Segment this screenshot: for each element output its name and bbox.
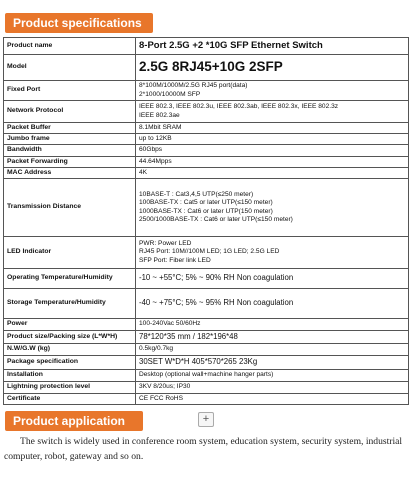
spec-value-line: 30SET W*D*H 405*570*265 23Kg [139, 357, 258, 367]
spec-value [136, 179, 409, 237]
spec-row [4, 370, 409, 382]
spec-key: Operating Temperature/Humidity [4, 269, 136, 289]
spec-row [4, 145, 409, 156]
spec-value-line: 100-240Vac 50/60Hz [139, 320, 201, 328]
spec-value [136, 55, 409, 81]
spec-value-line: 3KV 8/20us; IP30 [139, 383, 191, 391]
spec-key: Installation [4, 370, 136, 382]
spec-value [136, 289, 409, 319]
spec-row [4, 319, 409, 331]
spec-key: Product name [4, 38, 136, 55]
spec-key: Network Protocol [4, 101, 136, 123]
spec-key: Lightning protection level [4, 382, 136, 394]
spec-value [136, 269, 409, 289]
spec-value-line: 1000BASE-TX : Cat6 or later UTP(150 meter) [139, 207, 273, 215]
spec-table [3, 37, 409, 405]
spec-value [136, 38, 409, 55]
spec-key: MAC Address [4, 167, 136, 178]
spec-row [4, 289, 409, 319]
spec-value [136, 319, 409, 331]
spec-value-line: CE FCC RoHS [139, 395, 183, 403]
spec-value-line: 44.64Mpps [139, 157, 172, 165]
spec-key: Fixed Port [4, 81, 136, 101]
spec-row [4, 382, 409, 394]
spec-value [136, 394, 409, 405]
spec-row [4, 156, 409, 167]
spec-value-line: 100BASE-TX : Cat5 or later UTP(≤150 meter) [139, 199, 273, 207]
spec-row [4, 331, 409, 344]
spec-value [136, 134, 409, 145]
spec-value-line: 8.1Mbit SRAM [139, 124, 182, 131]
spec-row [4, 344, 409, 356]
spec-value [136, 331, 409, 344]
spec-value-line: SFP Port: Fiber link LED [139, 256, 211, 264]
spec-value-line: 10BASE-T : Cat3,4,5 UTP(≤250 meter) [139, 191, 254, 199]
spec-row [4, 55, 409, 81]
spec-value-line: RJ45 Port: 10M//100M LED; 1G LED; 2.5G LED [139, 248, 280, 256]
spec-value [136, 123, 409, 134]
spec-key: N.W/G.W (kg) [4, 344, 136, 356]
spec-value-line: up to 12KB [139, 135, 172, 143]
spec-value [136, 167, 409, 178]
spec-row [4, 394, 409, 405]
spec-row [4, 237, 409, 269]
spec-row [4, 134, 409, 145]
spec-key: Jumbo frame [4, 134, 136, 145]
spec-value-line: Desktop (optional wall+machine hanger parts) [139, 371, 274, 379]
spec-row [4, 167, 409, 178]
spec-value-line: 78*120*35 mm / 182*196*48 [139, 331, 238, 341]
spec-row [4, 269, 409, 289]
spec-value [136, 101, 409, 123]
application-description: The switch is widely used in conference room system, education system, security system, industrial computer, robot, gateway and so on. [4, 436, 403, 462]
spec-key: Storage Temperature/Humidity [4, 289, 136, 319]
spec-value-line: 0.5kg/0.7kg [139, 345, 174, 353]
spec-key: Certificate [4, 394, 136, 405]
spec-key: LED Indicator [4, 237, 136, 269]
spec-value-line: IEEE 802.3, IEEE 802.3u, IEEE 802.3ab, IEEE 802.3x, IEEE 802.3z [139, 103, 339, 111]
spec-key: Packet Buffer [4, 123, 136, 134]
spec-value-line: -10 ~ +55°C; 5% ~ 90% RH Non coagulation [139, 273, 294, 283]
spec-row [4, 123, 409, 134]
spec-value-line: 2.5G 8RJ45+10G 2SFP [139, 59, 283, 75]
spec-row [4, 101, 409, 123]
product-specifications-header: Product specifications [5, 13, 153, 33]
add-button[interactable]: + [198, 412, 214, 427]
spec-value-line: 4K [139, 168, 148, 176]
spec-key: Transmission Distance [4, 179, 136, 237]
spec-value [136, 356, 409, 370]
spec-key: Packet Forwarding [4, 156, 136, 167]
spec-key: Package specification [4, 356, 136, 370]
spec-value [136, 344, 409, 356]
spec-value-line: PWR: Power LED [139, 240, 192, 248]
spec-row [4, 81, 409, 101]
spec-key: Power [4, 319, 136, 331]
spec-key: Bandwidth [4, 145, 136, 156]
product-application-header: Product application [5, 411, 143, 431]
spec-key: Product size/Packing size (L*W*H) [4, 331, 136, 344]
spec-value-line: 2500/1000BASE-TX : Cat6 or later UTP(≤150 meter) [139, 215, 293, 223]
spec-value-line: 8-Port 2.5G +2 *10G SFP Ethernet Switch [139, 39, 323, 51]
spec-value [136, 156, 409, 167]
spec-row [4, 356, 409, 370]
spec-value-line: IEEE 802.3ae [139, 111, 180, 119]
spec-key: Model [4, 55, 136, 81]
spec-value-line: 60Gbps [139, 146, 163, 154]
spec-value-line: -40 ~ +75°C; 5% ~ 95% RH Non coagulation [139, 298, 294, 308]
spec-value [136, 382, 409, 394]
spec-value-line: 8*100M/1000M/2.5G RJ45 port(data) [139, 82, 248, 90]
spec-row [4, 38, 409, 55]
spec-value [136, 370, 409, 382]
spec-value [136, 145, 409, 156]
spec-value [136, 237, 409, 269]
spec-value [136, 81, 409, 101]
spec-row [4, 179, 409, 237]
spec-value-line: 2*1000/10000M SFP [139, 90, 201, 98]
